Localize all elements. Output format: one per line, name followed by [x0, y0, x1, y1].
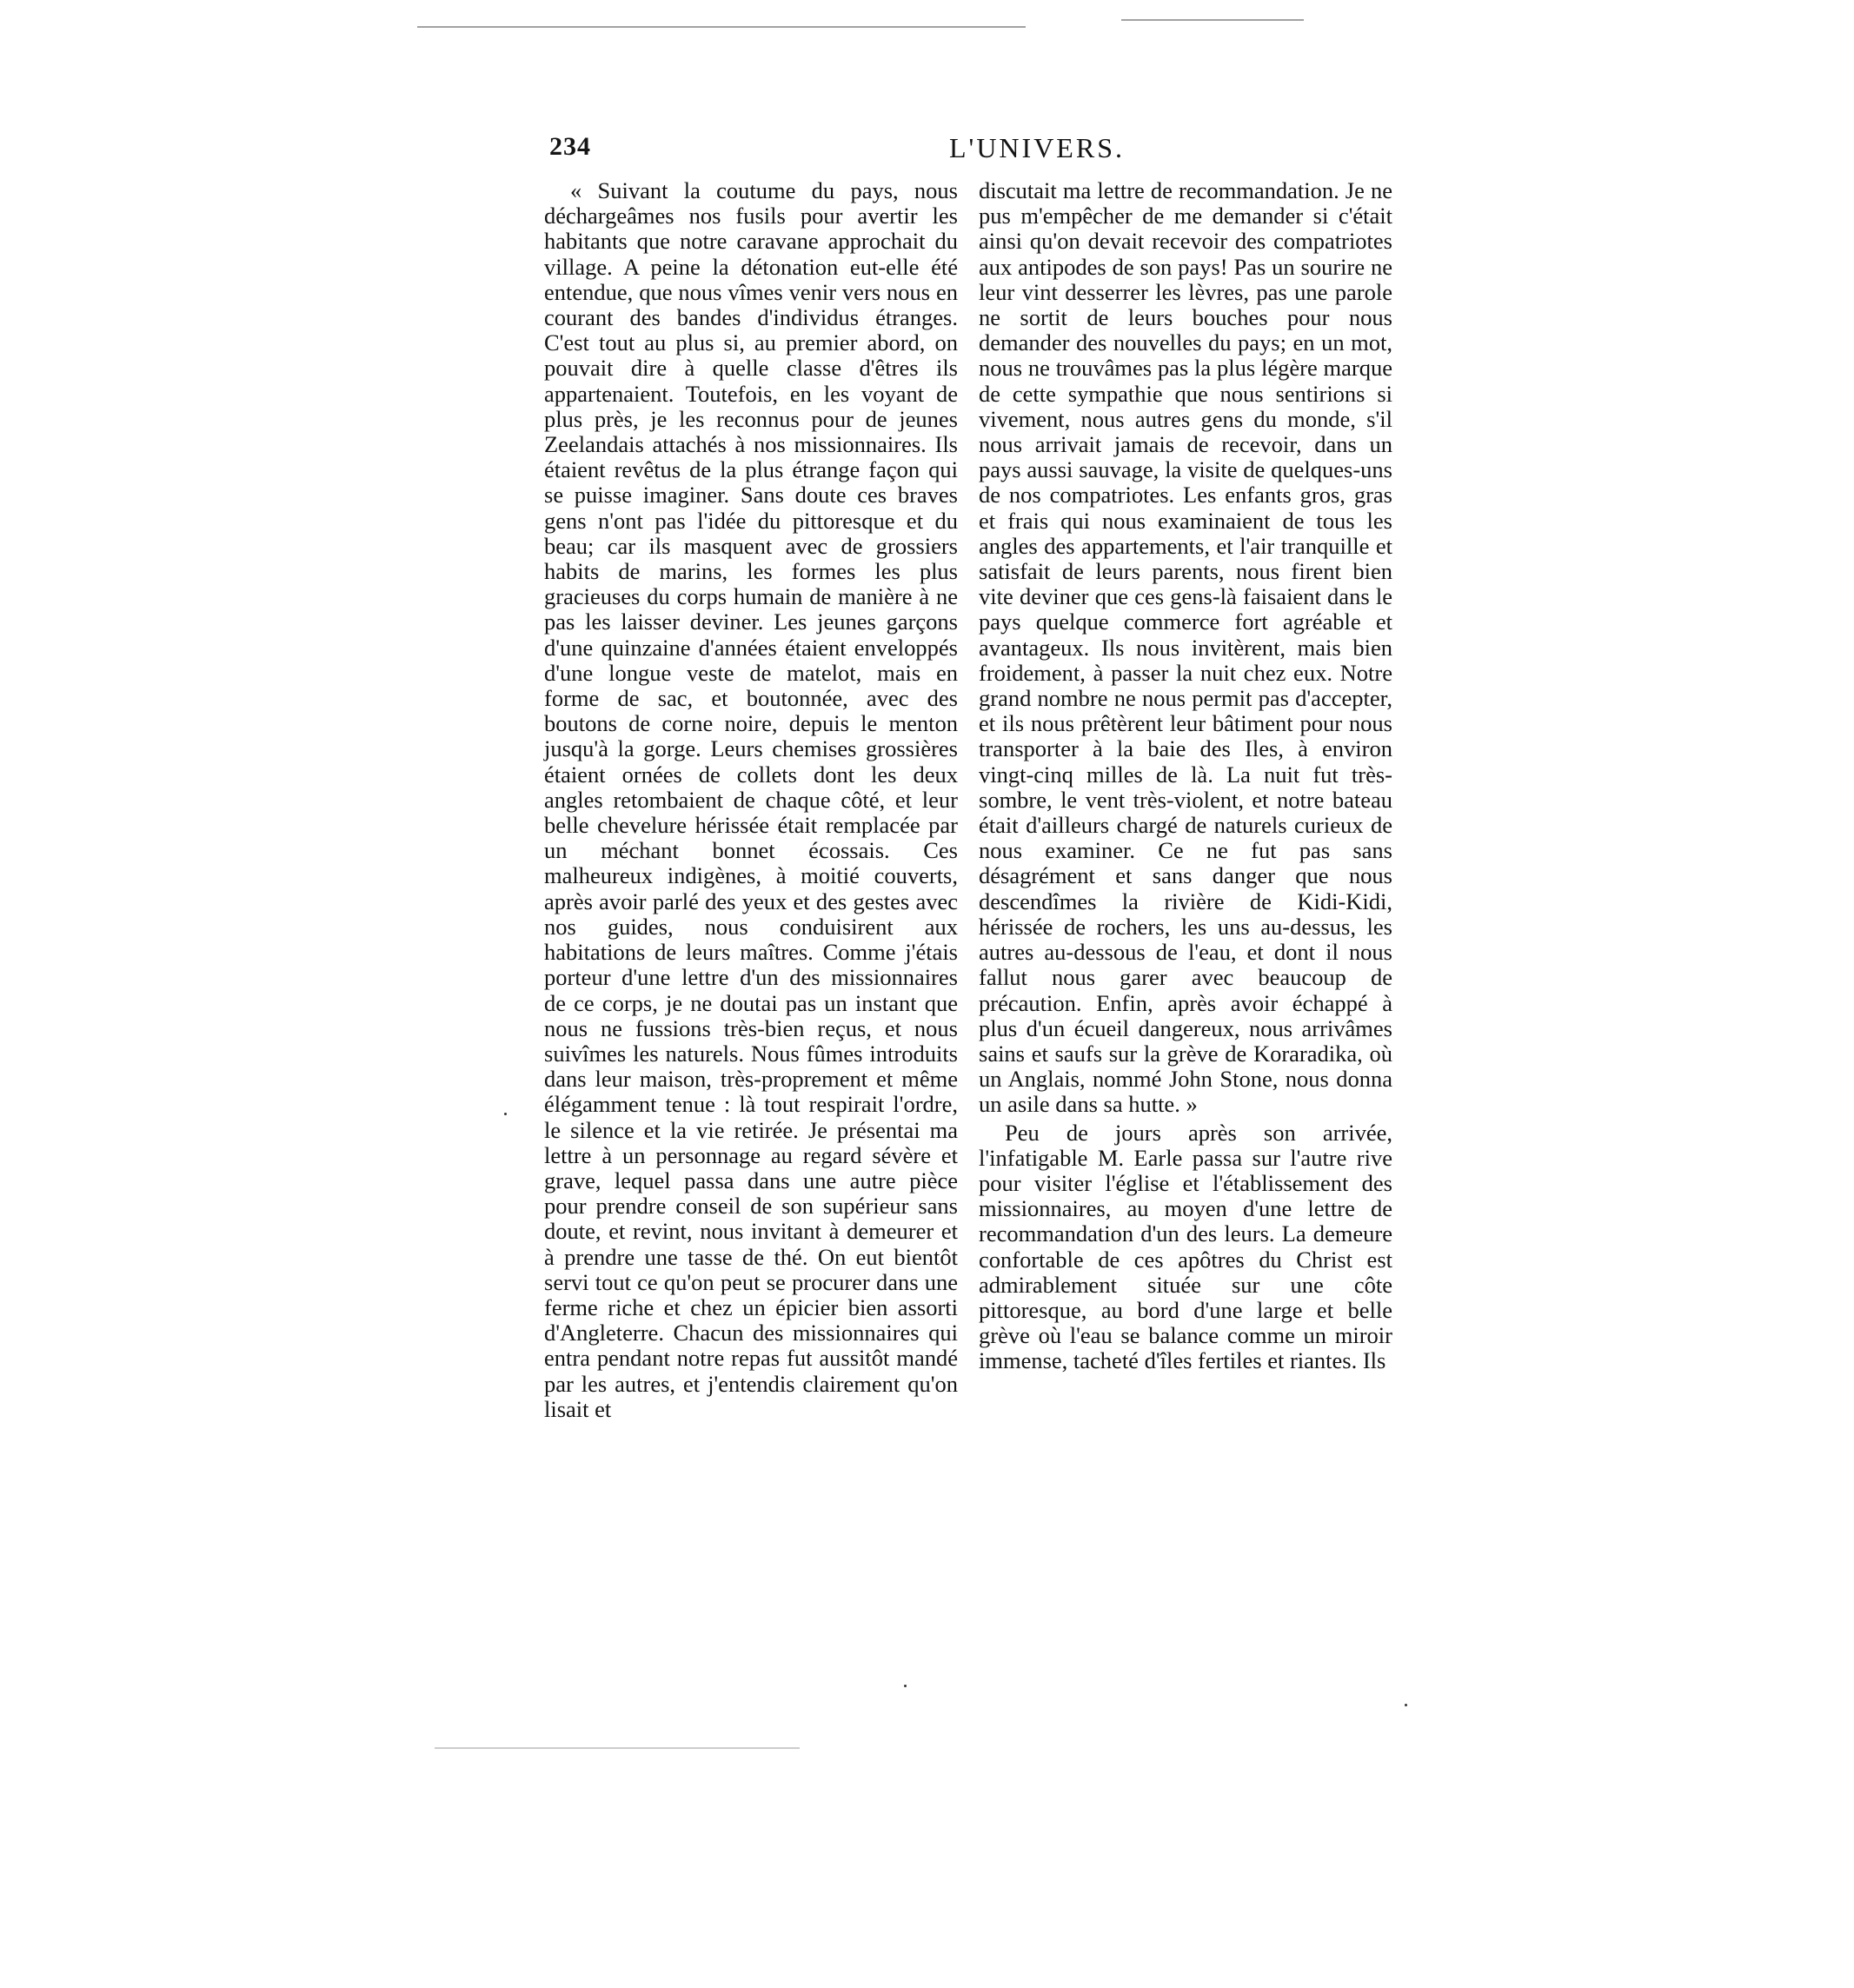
right-paragraph-1: discutait ma lettre de recommandation. Je ne pus m'empêcher de me demander si c'était ainsi qu'on devait recevoir des compatriotes aux antipodes de son pays! Pas un sourire ne leur vint desserrer les lèvres, pas une parole ne sortit de leurs bouches pour nous demander des nouvelles du pays; en un mot, nous ne trouvâmes pas la plus légère marque de cette sympathie que nous sentirions si vivement, nous autres gens du monde, s'il nous arrivait jamais de recevoir, dans un pays aussi sauvage, la visite de quelques-uns de nos compatriotes. Les enfants gros, gras et frais qui nous examinaient de tous les angles des appartements, et l'air tranquille et satisfait de leurs parents, nous firent bien vite deviner que ces gens-là faisaient dans le pays quelque commerce fort agréable et avantageux. Ils nous invitèrent, mais bien froidement, à passer la nuit chez eux. Notre grand nombre ne nous permit pas d'accepter, et ils nous prêtèrent leur bâtiment pour nous transporter à la baie des Iles, à environ vingt-cinq milles de là. La nuit fut très-sombre, le vent très-violent, et notre bateau était d'ailleurs chargé de naturels curieux de nous examiner. Ce ne fut pas sans désagrément et sans danger que nous descendîmes la rivière de Kidi-Kidi, hérissée de rochers, les uns au-dessus, les autres au-dessous de l'eau, et dont il nous fallut nous garer avec beaucoup de précaution. Enfin, après avoir échappé à plus d'un écueil dangereux, nous arrivâmes sains et saufs sur la grève de Koraradika, où un Anglais, nommé John Stone, nous donna un asile dans sa hutte. »	[979, 177, 1392, 1118]
stray-mark	[504, 1113, 507, 1115]
right-column	[979, 178, 1392, 1374]
page-number: 234	[549, 132, 591, 161]
page-header	[549, 132, 1375, 167]
scan-artifact-top-right	[1121, 19, 1304, 21]
scan-artifact-bottom	[435, 1747, 800, 1749]
left-column	[544, 178, 958, 1422]
stray-mark	[1405, 1704, 1407, 1706]
running-title: L'UNIVERS.	[949, 132, 1125, 163]
stray-mark	[904, 1685, 907, 1687]
scan-artifact-top	[417, 26, 1026, 28]
left-paragraph-1: « Suivant la coutume du pays, nous déchargeâmes nos fusils pour avertir les habitants que notre caravane approchait du village. A peine la détonation eut-elle été entendue, que nous vîmes venir vers nous en courant des bandes d'individus étranges. C'est tout au plus si, au premier abord, on pouvait dire à quelle classe d'êtres ils appartenaient. Toutefois, en les voyant de plus près, je les reconnus pour de jeunes Zeelandais attachés à nos missionnaires. Ils étaient revêtus de la plus étrange façon qui se puisse imaginer. Sans doute ces braves gens n'ont pas l'idée du pittoresque et du beau; car ils masquent avec de grossiers habits de marins, les formes les plus gracieuses du corps humain de manière à ne pas les laisser deviner. Les jeunes garçons d'une quinzaine d'années étaient enveloppés d'une longue veste de matelot, mais en forme de sac, et boutonnée, avec des boutons de corne noire, depuis le menton jusqu'à la gorge. Leurs chemises grossières étaient ornées de collets dont les deux angles retombaient de chaque côté, et leur belle chevelure hérissée était remplacée par un méchant bonnet écossais. Ces malheureux indigènes, à moitié couverts, après avoir parlé des yeux et des gestes avec nos guides, nous conduisirent aux habitations de leurs maîtres. Comme j'étais porteur d'une lettre d'un des missionnaires de ce corps, je ne doutai pas un instant que nous ne fussions très-bien reçus, et nous suivîmes les naturels. Nous fûmes introduits dans leur maison, très-proprement et même élégamment tenue : là tout respirait l'ordre, le silence et la vie retirée. Je présentai ma lettre à un personnage au regard sévère et grave, lequel passa dans une autre pièce pour prendre conseil de son supérieur sans doute, et revint, nous invitant à demeurer et à prendre une tasse de thé. On eut bientôt servi tout ce qu'on peut se procurer dans une ferme riche et chez un épicier bien assorti d'Angleterre. Chacun des missionnaires qui entra pendant notre repas fut aussitôt mandé par les autres, et j'entendis clairement qu'on lisait et	[544, 177, 958, 1422]
right-paragraph-2: Peu de jours après son arrivée, l'infatigable M. Earle passa sur l'autre rive pour visiter l'église et l'établissement des missionnaires, au moyen d'une lettre de recommandation d'un des leurs. La demeure confortable de ces apôtres du Christ est admirablement située sur une côte pittoresque, au bord d'une large et belle grève où l'eau se balance comme un miroir immense, tacheté d'îles fertiles et riantes. Ils	[979, 1119, 1392, 1374]
